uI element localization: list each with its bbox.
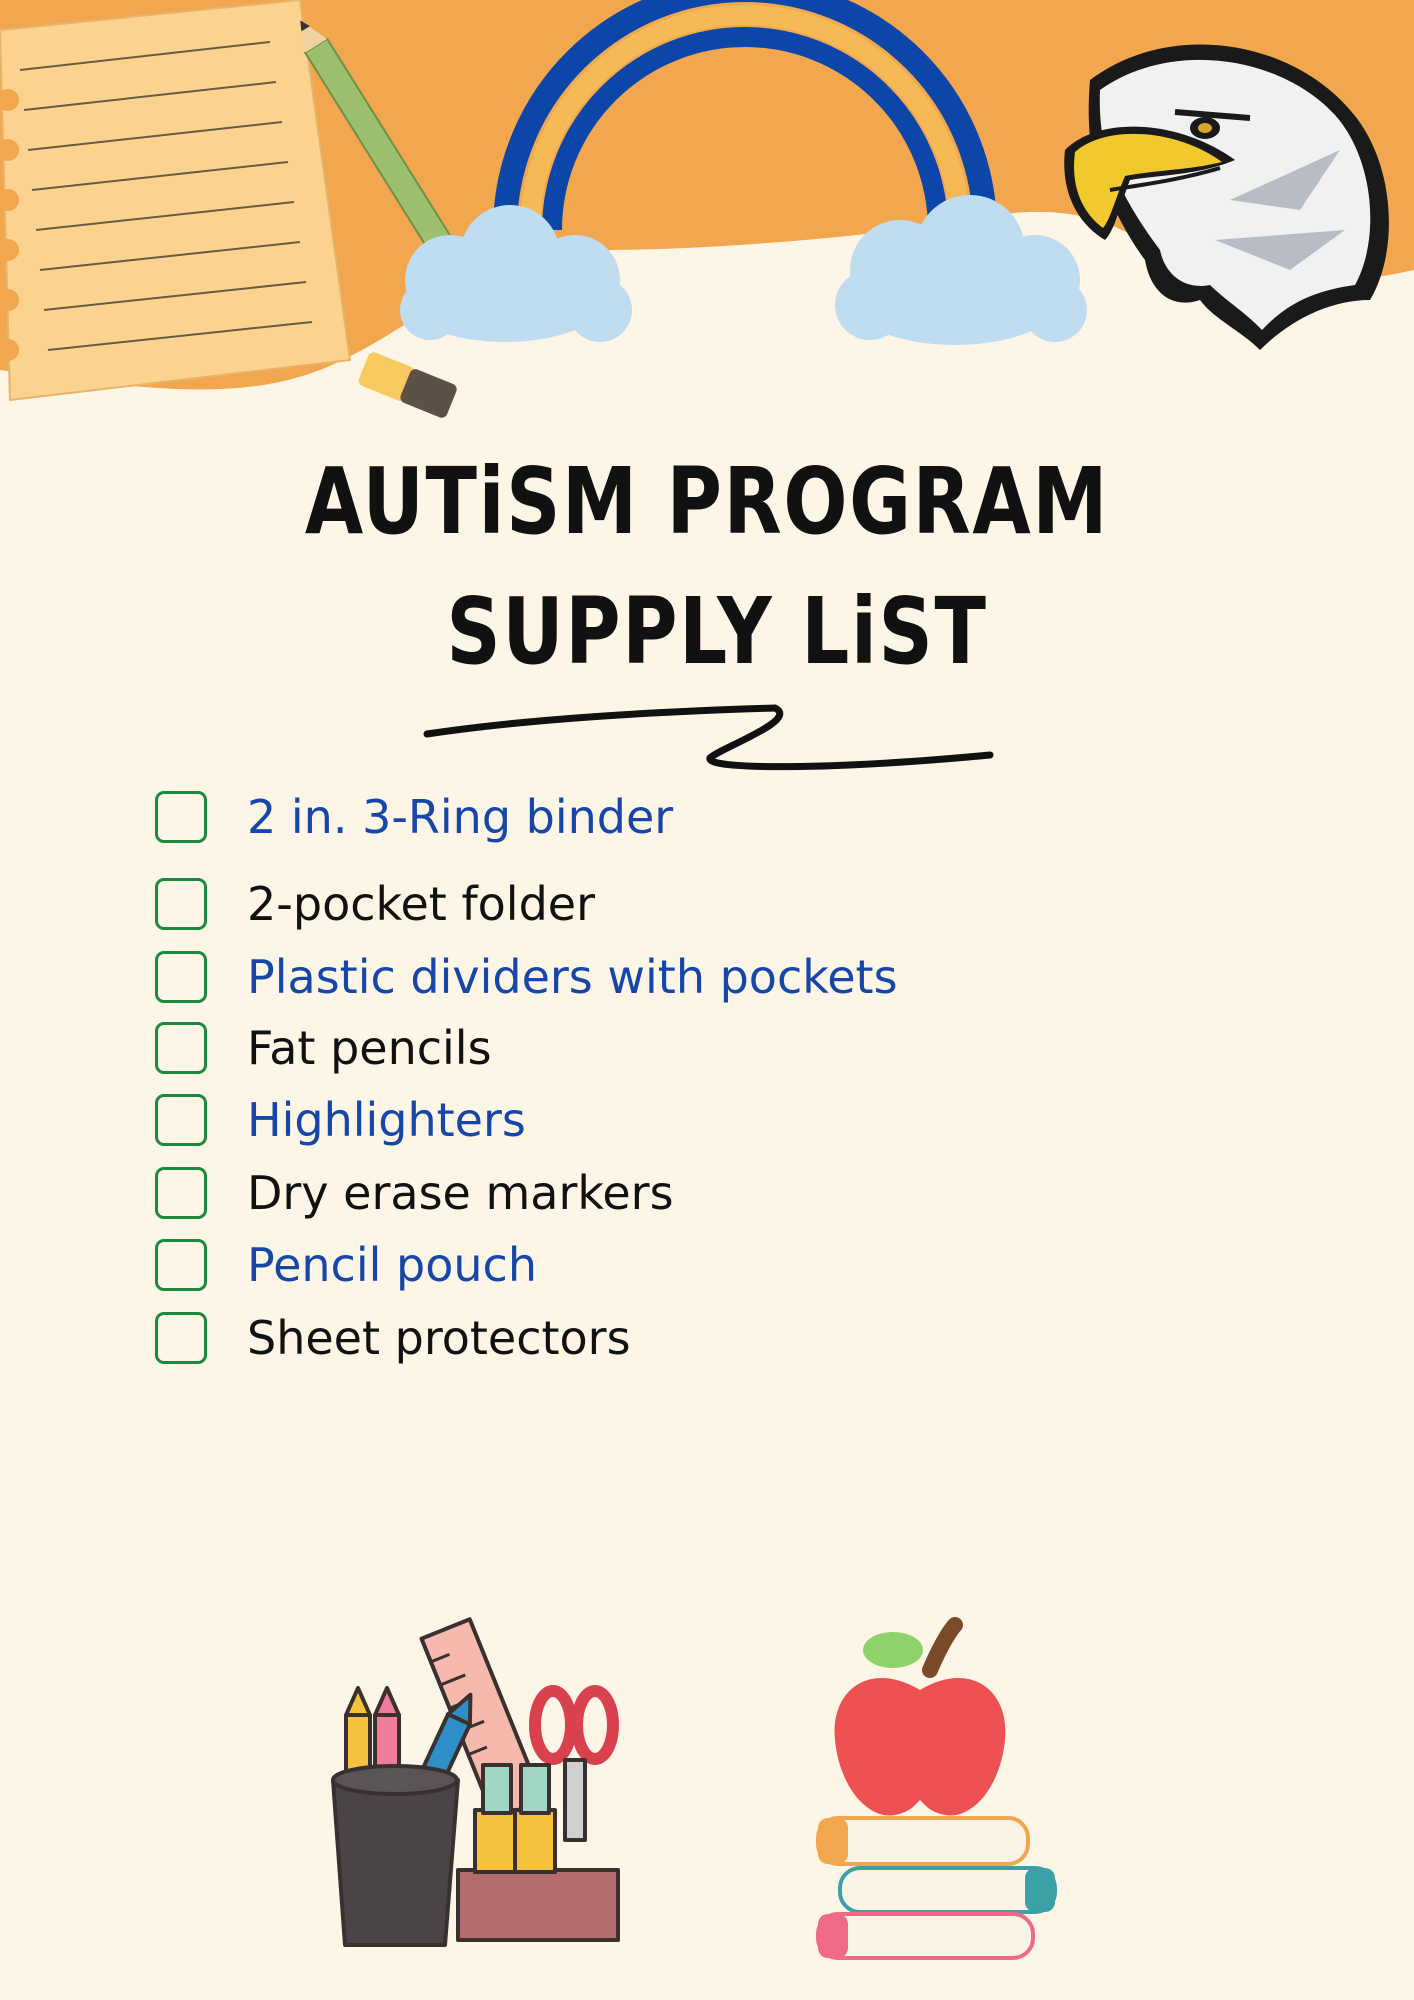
- item-label: Pencil pouch: [247, 1238, 537, 1292]
- checkbox[interactable]: [155, 791, 207, 843]
- list-item: [155, 1163, 674, 1223]
- checkbox[interactable]: [155, 1094, 207, 1146]
- list-item: [155, 787, 673, 847]
- checkbox[interactable]: [155, 1022, 207, 1074]
- list-item: [155, 1018, 492, 1078]
- item-label: Dry erase markers: [247, 1166, 674, 1220]
- checkbox[interactable]: [155, 878, 207, 930]
- checkbox[interactable]: [155, 1167, 207, 1219]
- list-item: [155, 947, 898, 1007]
- item-label: Plastic dividers with pockets: [247, 950, 898, 1004]
- list-item: [155, 1308, 631, 1368]
- page-title-line-2: SUPPLY LiST: [446, 578, 988, 685]
- item-label: Sheet protectors: [247, 1311, 631, 1365]
- supply-checklist: [155, 0, 1255, 1400]
- checkbox[interactable]: [155, 1239, 207, 1291]
- checkbox[interactable]: [155, 951, 207, 1003]
- item-label: 2-pocket folder: [247, 877, 595, 931]
- list-item: [155, 1235, 537, 1295]
- checkbox[interactable]: [155, 1312, 207, 1364]
- list-item: [155, 874, 595, 934]
- item-label: Fat pencils: [247, 1021, 492, 1075]
- list-item: [155, 1090, 526, 1150]
- item-label: Highlighters: [247, 1093, 526, 1147]
- item-label: 2 in. 3-Ring binder: [247, 790, 674, 844]
- page-title-line-1: AUTiSM PROGRAM: [304, 448, 1110, 555]
